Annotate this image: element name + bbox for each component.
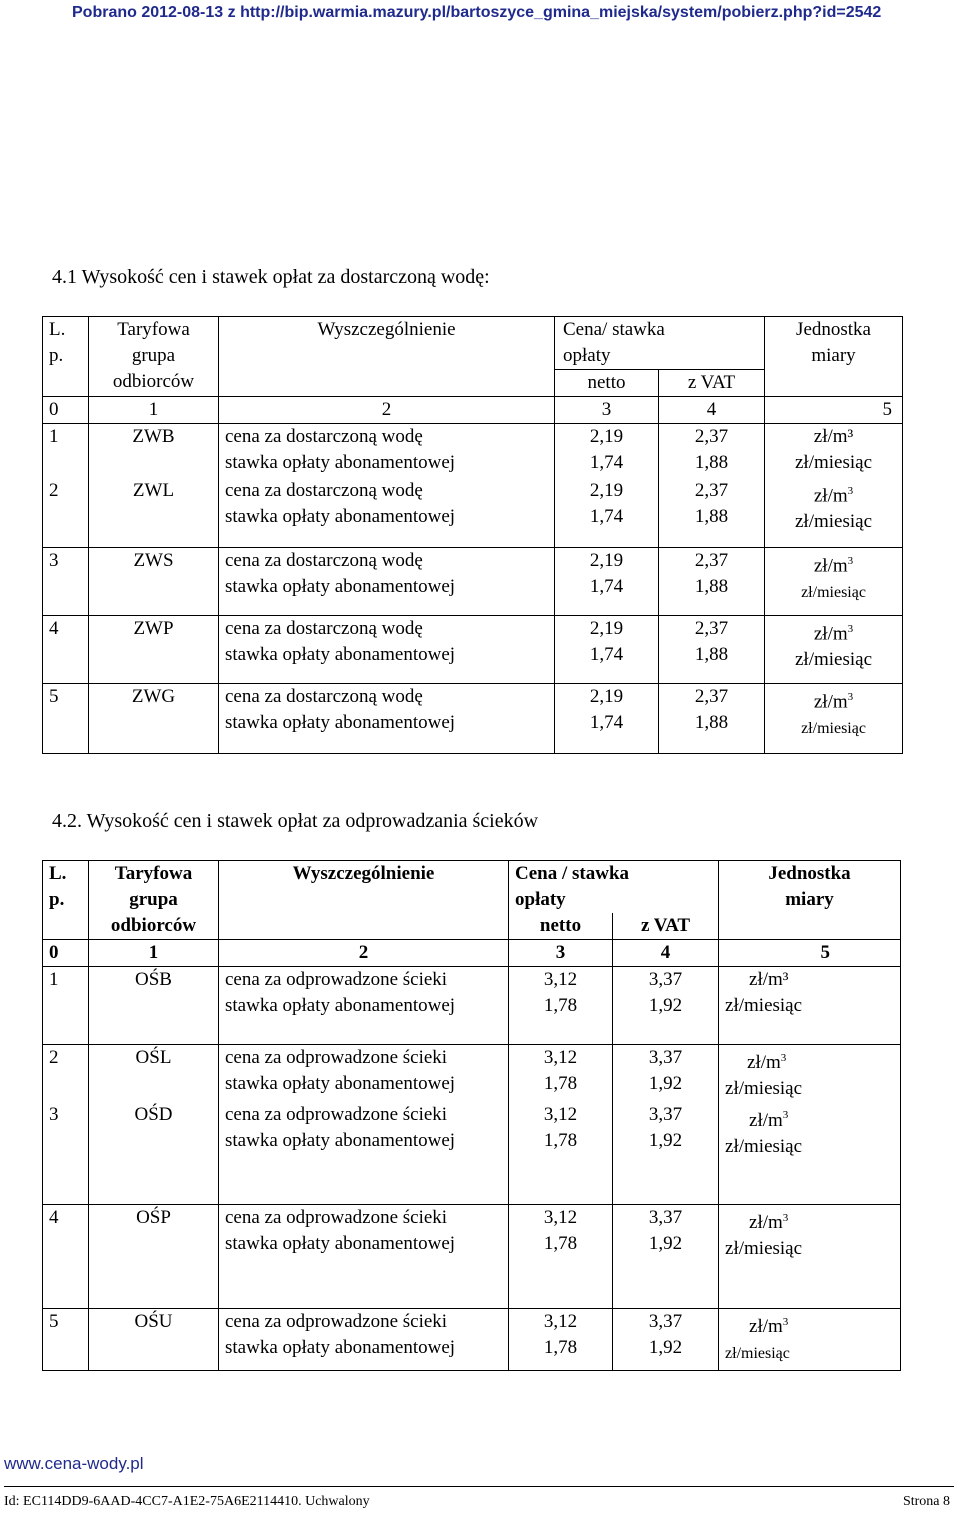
netto-header: netto <box>555 370 659 397</box>
table-row: 3 ZWS cena za dostarczoną wodę stawka opłaty abonamentowej 2,19 1,74 2,37 1,88 $zł/m^3$ zł/miesiąc <box>43 548 903 616</box>
table-row: 4 ZWP cena za dostarczoną wodę stawka opłaty abonamentowej 2,19 1,74 2,37 1,88 $zł/m^3$ zł/miesiąc <box>43 616 903 684</box>
document-id: Id: EC114DD9-6AAD-4CC7-A1E2-75A6E2114410. Uchwalony <box>4 1494 370 1509</box>
table-header-row <box>43 861 901 914</box>
table-row: 5 ZWG cena za dostarczoną wodę stawka opłaty abonamentowej 2,19 1,74 2,37 1,88 $zł/m^3$ zł/miesiąc <box>43 684 903 754</box>
price-header: Cena / stawka opłaty <box>509 861 719 914</box>
table-row: 4 OŚP cena za odprowadzone ścieki stawka opłaty abonamentowej 3,12 1,78 3,37 1,92 $zł/m^3$ zł/miesiąc <box>43 1204 901 1308</box>
table-row: 1 ZWB cena za dostarczoną wodę stawka opłaty abonamentowej 2,19 1,74 2,37 1,88 zł/m³ zł/miesiąc <box>43 424 903 478</box>
vat-header: z VAT <box>659 370 765 397</box>
spec-header: Wyszczególnienie <box>219 317 555 397</box>
group-header: Taryfowa grupa odbiorców <box>89 861 219 940</box>
section-title: 4.2. Wysokość cen i stawek opłat za odprowadzania ścieków <box>52 810 539 832</box>
table-row: 1 OŚB cena za odprowadzone ścieki stawka opłaty abonamentowej 3,12 1,78 3,37 1,92 zł/m³ zł/miesiąc <box>43 967 901 1045</box>
table-row: 2 ZWL cena za dostarczoną wodę stawka opłaty abonamentowej 2,19 1,74 2,37 1,88 $zł/m^3$ zł/miesiąc <box>43 478 903 548</box>
table-row: 5 OŚU cena za odprowadzone ścieki stawka opłaty abonamentowej 3,12 1,78 3,37 1,92 $zł/m^3$ zł/miesiąc <box>43 1308 901 1370</box>
netto-header: netto <box>509 913 613 940</box>
spec-header: Wyszczególnienie <box>219 861 509 940</box>
table-row: 3 OŚD cena za odprowadzone ścieki stawka opłaty abonamentowej 3,12 1,78 3,37 1,92 $zł/m^3$ zł/miesiąc <box>43 1102 901 1204</box>
price-header: Cena/ stawka opłaty <box>555 317 765 370</box>
water-tariff-table <box>42 316 903 754</box>
group-header: Taryfowa grupa odbiorców <box>89 317 219 397</box>
unit-header: Jednostka miary <box>765 317 903 397</box>
table-header-row <box>43 317 903 370</box>
sewage-tariff-table <box>42 860 901 1371</box>
vat-header: z VAT <box>613 913 719 940</box>
page-number: Strona 8 <box>902 1494 950 1509</box>
download-header: Pobrano 2012-08-13 z http://bip.warmia.mazury.pl/bartoszyce_gmina_miejska/system/pobierz.php?id=2542 <box>72 4 882 21</box>
footer-divider <box>4 1486 954 1487</box>
column-number-row: 0 1 2 3 4 5 <box>43 940 901 967</box>
website-link[interactable]: www.cena-wody.pl <box>4 1454 144 1473</box>
column-number-row: 0 1 2 3 4 5 <box>43 397 903 424</box>
lp-header: L. p. <box>43 317 89 397</box>
section-title: 4.1 Wysokość cen i stawek opłat za dostarczoną wodę: <box>52 266 490 288</box>
unit-header: Jednostka miary <box>719 861 901 940</box>
table-row: 2 OŚL cena za odprowadzone ścieki stawka opłaty abonamentowej 3,12 1,78 3,37 1,92 $zł/m^3$ zł/miesiąc <box>43 1045 901 1103</box>
lp-header: L. p. <box>43 861 89 940</box>
